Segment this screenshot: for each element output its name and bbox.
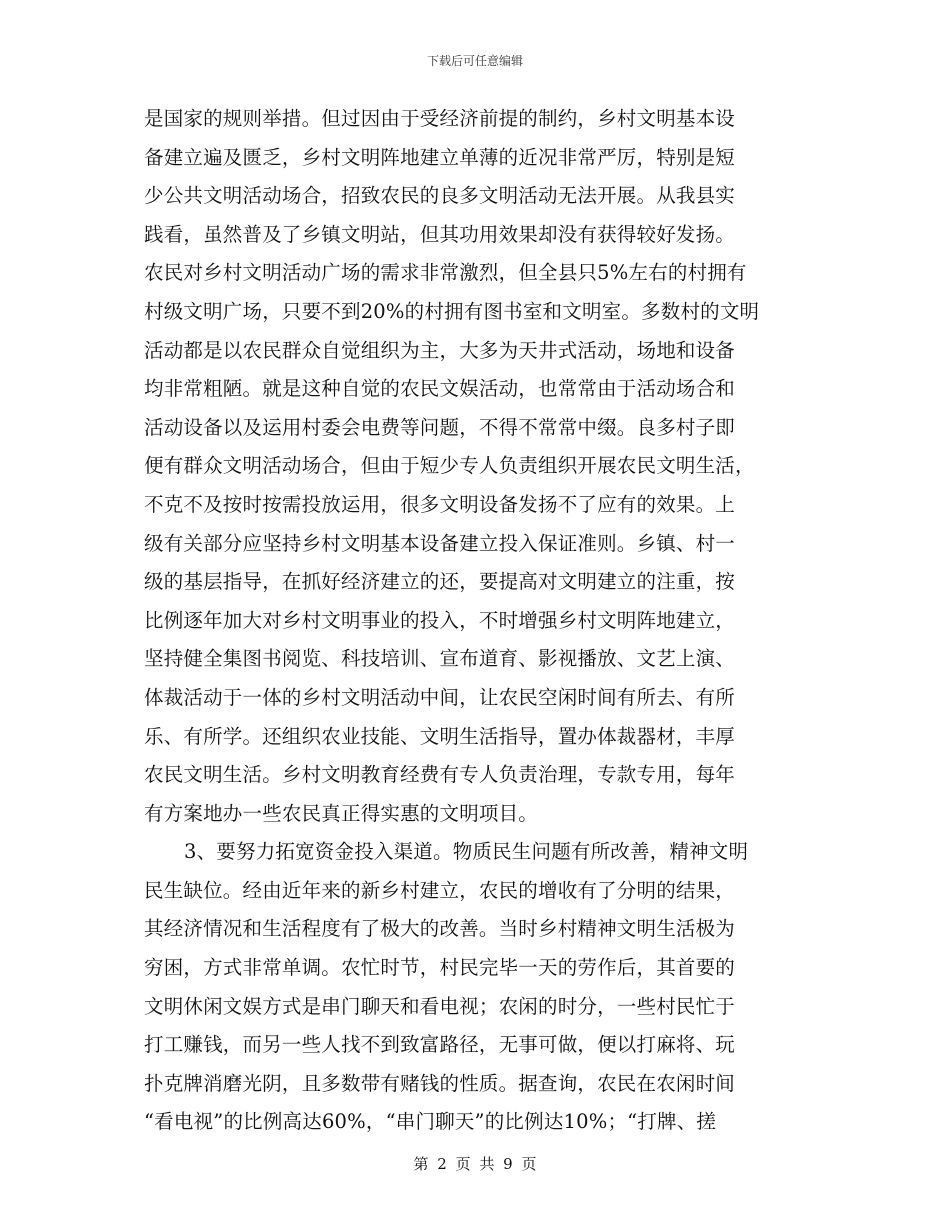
text-line: 文明休闲文娱方式是串门聊天和看电视；农闲的时分，一些村民忙于 [144, 994, 736, 1018]
document-body [144, 100, 810, 1142]
text-line: 村级文明广场，只要不到20%的村拥有图书室和文明室。多数村的文明 [144, 299, 760, 323]
text-line: 农民对乡村文明活动广场的需求非常激烈，但全县只5%左右的村拥有 [144, 261, 747, 285]
text-line: 打工赚钱，而另一些人找不到致富路径，无事可做，便以打麻将、玩 [144, 1033, 736, 1057]
text-line: 均非常粗陋。就是这种自觉的农民文娱活动，也常常由于活动场合和 [144, 377, 736, 401]
text-line: 穷困，方式非常单调。农忙时节，村民完毕一天的劳作后，其首要的 [144, 956, 736, 980]
text-line-indented: 3、要努力拓宽资金投入渠道。物质民生问题有所改善，精神文明 [184, 840, 749, 864]
text-line: 践看，虽然普及了乡镇文明站，但其功用效果却没有获得较好发扬。 [144, 222, 736, 246]
text-line: 少公共文明活动场合，招致农民的良多文明活动无法开展。从我县实 [144, 184, 736, 208]
text-line: 扑克牌消磨光阴，且多数带有赌钱的性质。据查询，农民在农闲时间 [144, 1071, 736, 1095]
text-line: 是国家的规则举措。但过因由于受经济前提的制约，乡村文明基本设 [144, 107, 736, 130]
text-line: 备建立遍及匮乏，乡村文明阵地建立单薄的近况非常严厉，特别是短 [144, 145, 736, 169]
text-line: 农民文明生活。乡村文明教育经费有专人负责治理，专款专用，每年 [144, 763, 736, 787]
text-line: 比例逐年加大对乡村文明事业的投入，不时增强乡村文明阵地建立， [144, 608, 736, 632]
text-line: “看电视”的比例高达60%，“串门聊天”的比例达10%；“打牌、搓 [144, 1110, 717, 1134]
text-line: 坚持健全集图书阅览、科技培训、宣布道育、影视播放、文艺上演、 [144, 647, 736, 671]
text-line: 级的基层指导，在抓好经济建立的还，要提高对文明建立的注重，按 [144, 570, 736, 594]
text-line: 其经济情况和生活程度有了极大的改善。当时乡村精神文明生活极为 [144, 917, 736, 941]
text-line: 乐、有所学。还组织农业技能、文明生活指导，置办体裁器材，丰厚 [144, 724, 736, 748]
text-line: 活动设备以及运用村委会电费等问题，不得不常常中缀。良多村子即 [144, 415, 736, 439]
text-line: 不克不及按时按需投放运用，很多文明设备发扬不了应有的效果。上 [144, 492, 736, 516]
text-line: 体裁活动于一体的乡村文明活动中间，让农民空闲时间有所去、有所 [144, 685, 736, 709]
text-line: 便有群众文明活动场合，但由于短少专人负责组织开展农民文明生活， [144, 454, 755, 478]
page-header: 下载后可任意编辑 [426, 54, 523, 68]
text-line: 有方案地办一些农民真正得实惠的文明项目。 [144, 801, 539, 825]
page-footer: 第 2 页 共 9 页 [413, 1155, 537, 1173]
text-line: 活动都是以农民群众自觉组织为主，大多为天井式活动，场地和设备 [144, 338, 736, 362]
text-line: 民生缺位。经由近年来的新乡村建立，农民的增收有了分明的结果， [144, 878, 736, 902]
text-line: 级有关部分应坚持乡村文明基本设备建立投入保证准则。乡镇、村一 [144, 531, 736, 555]
